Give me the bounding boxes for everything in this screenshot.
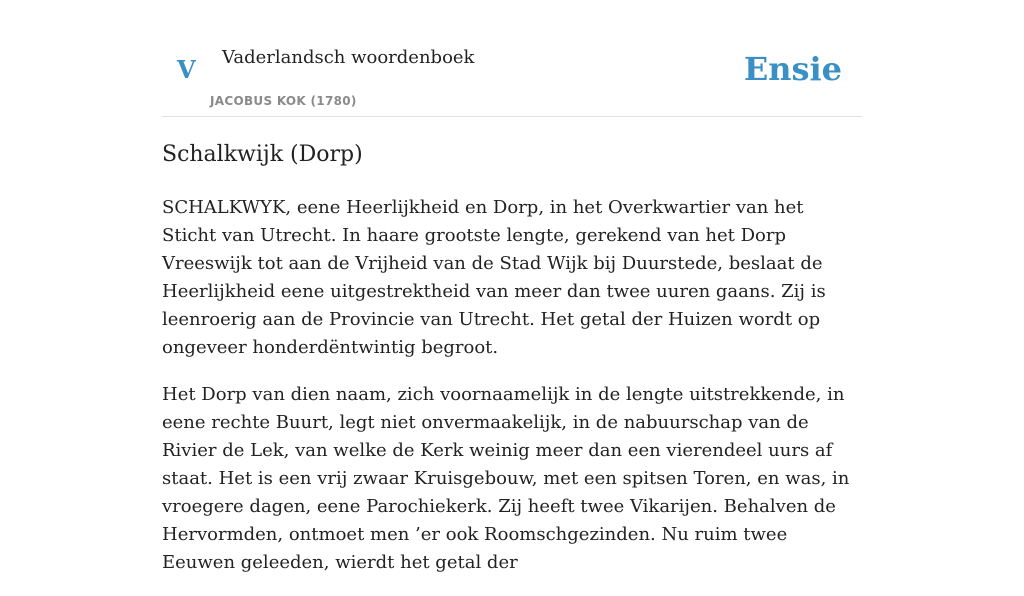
entry-body <box>162 194 862 577</box>
entry-paragraph: SCHALKWYK, eene Heerlijkheid en Dorp, in het Overkwartier van het Sticht van Utrecht. In haare grootste lengte, gerekend van het Dorp Vreeswijk tot aan de Vrijheid van de Stad Wijk bij Duurstede, beslaat de Heerlijkheid eene uitgestrektheid van meer dan twee uuren gaans. Zij is leenroerig aan de Provincie van Utrecht. Het getal der Huizen wordt op ongeveer honderdëntwintig begroot. <box>162 197 826 358</box>
header <box>162 0 862 117</box>
entry-paragraph: Het Dorp van dien naam, zich voornaamelijk in de lengte uitstrekkende, in eene rechte Buurt, legt niet onvermaakelijk, in de nabuurschap van de Rivier de Lek, van welke de Kerk weinig meer dan een vierendeel uurs af staat. Het is een vrij zwaar Kruisgebouw, met een spitsen Toren, en was, in vroegere dagen, eene Parochiekerk. Zij heeft twee Vikarijen. Behalven de Hervormden, ontmoet men ’er ook Roomschgezinden. Nu ruim twee Eeuwen geleeden, wierdt het getal der <box>162 384 850 573</box>
entry-content <box>162 138 862 596</box>
book-letter-badge[interactable]: V <box>177 55 196 84</box>
book-author: JACOBUS KOK (1780) <box>210 94 357 108</box>
ensie-logo-link[interactable]: Ensie <box>743 50 842 88</box>
entry-title: Schalkwijk (Dorp) <box>162 142 363 167</box>
book-title-link[interactable]: Vaderlandsch woordenboek <box>222 47 475 68</box>
